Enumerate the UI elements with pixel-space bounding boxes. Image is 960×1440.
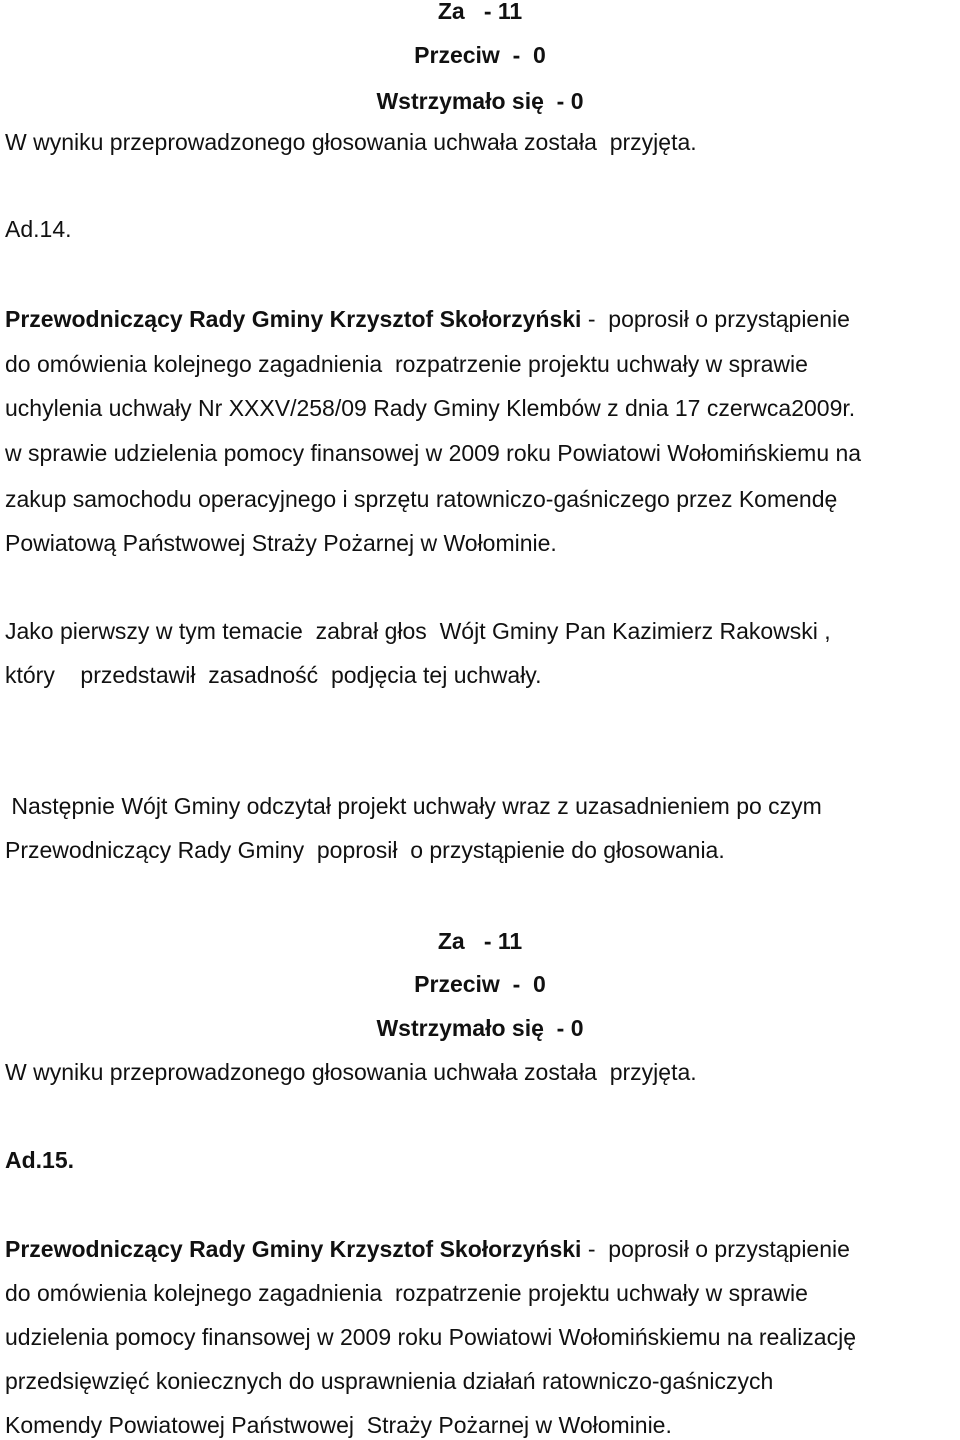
vote-za: Za - 11 bbox=[437, 928, 523, 954]
vote-wstrzymalo: Wstrzymało się - 0 bbox=[376, 88, 584, 114]
vote-za: Za - 11 bbox=[437, 0, 523, 24]
vote-result: W wyniku przeprowadzonego głosowania uchwała została przyjęta. bbox=[5, 1059, 697, 1085]
ad14-paragraph-line-7: Jako pierwszy w tym temacie zabrał głos Wójt Gminy Pan Kazimierz Rakowski , bbox=[5, 618, 831, 644]
ad14-paragraph-line-10: Przewodniczący Rady Gminy poprosił o przystąpienie do głosowania. bbox=[5, 837, 725, 863]
ad15-paragraph-line-5: Komendy Powiatowej Państwowej Straży Pożarnej w Wołominie. bbox=[5, 1412, 672, 1438]
ad14-paragraph-line-6: Powiatową Państwowej Straży Pożarnej w Wołominie. bbox=[5, 530, 557, 556]
section-heading-ad15: Ad.15. bbox=[5, 1147, 75, 1173]
vote-result: W wyniku przeprowadzonego głosowania uchwała została przyjęta. bbox=[5, 129, 697, 155]
ad15-line1-rest: - poprosił o przystąpienie bbox=[581, 1236, 850, 1262]
section-heading-ad14: Ad.14. bbox=[5, 216, 72, 242]
ad15-paragraph-line-3: udzielenia pomocy finansowej w 2009 roku Powiatowi Wołomińskiemu na realizację bbox=[5, 1324, 856, 1350]
ad15-paragraph-line-1 bbox=[5, 1235, 850, 1263]
ad14-paragraph-line-9: Następnie Wójt Gminy odczytał projekt uchwały wraz z uzasadnieniem po czym bbox=[5, 793, 822, 819]
ad14-paragraph-line-8: który przedstawił zasadność podjęcia tej uchwały. bbox=[5, 662, 542, 688]
ad15-paragraph-line-4: przedsięwzięć koniecznych do usprawnienia działań ratowniczo-gaśniczych bbox=[5, 1368, 774, 1394]
ad14-paragraph-line-3: uchylenia uchwały Nr XXXV/258/09 Rady Gminy Klembów z dnia 17 czerwca2009r. bbox=[5, 395, 856, 421]
ad15-paragraph-line-2: do omówienia kolejnego zagadnienia rozpatrzenie projektu uchwały w sprawie bbox=[5, 1280, 808, 1306]
ad14-paragraph-line-4: w sprawie udzielenia pomocy finansowej w 2009 roku Powiatowi Wołomińskiemu na bbox=[5, 440, 862, 466]
chair-name: Przewodniczący Rady Gminy Krzysztof Skołorzyński bbox=[5, 306, 582, 332]
ad14-paragraph-line-2: do omówienia kolejnego zagadnienia rozpatrzenie projektu uchwały w sprawie bbox=[5, 351, 808, 377]
vote-wstrzymalo: Wstrzymało się - 0 bbox=[376, 1015, 584, 1041]
chair-name: Przewodniczący Rady Gminy Krzysztof Skołorzyński bbox=[5, 1236, 582, 1262]
ad14-line1-rest: - poprosił o przystąpienie bbox=[581, 306, 850, 332]
vote-przeciw: Przeciw - 0 bbox=[414, 42, 546, 68]
ad14-paragraph-line-1 bbox=[5, 305, 850, 333]
ad14-paragraph-line-5: zakup samochodu operacyjnego i sprzętu ratowniczo-gaśniczego przez Komendę bbox=[5, 486, 838, 512]
vote-przeciw: Przeciw - 0 bbox=[414, 971, 546, 997]
